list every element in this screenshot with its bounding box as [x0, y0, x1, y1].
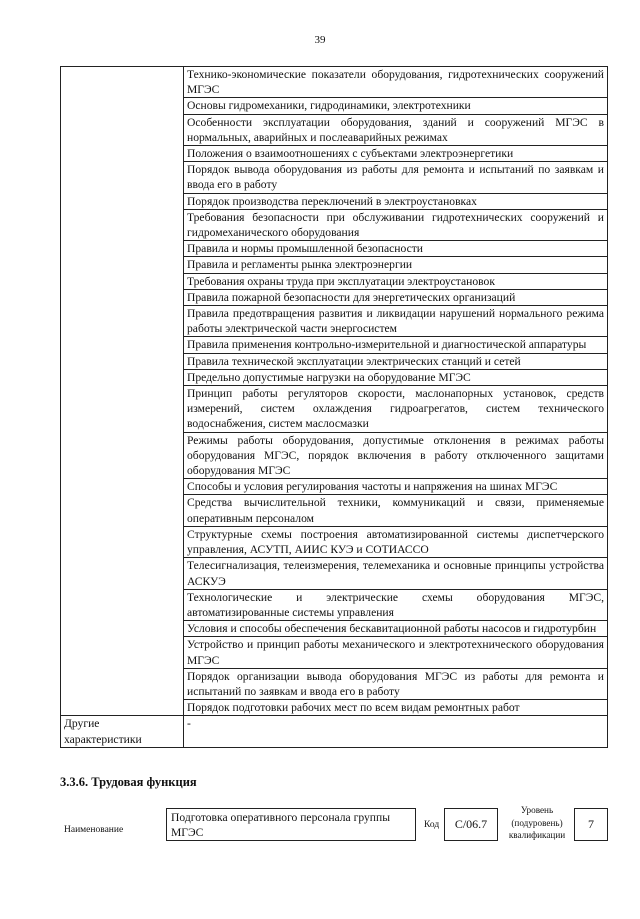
other-characteristics-row [61, 716, 608, 747]
knowledge-row [61, 67, 608, 98]
other-characteristics-label: Другие характеристики [61, 716, 184, 747]
knowledge-item: Устройство и принцип работы механического и электротехнического оборудования МГЭС [184, 637, 608, 668]
knowledge-item: Правила предотвращения развития и ликвидации нарушений нормального режима работы электрической части энергосистем [184, 306, 608, 337]
knowledge-item: Требования охраны труда при эксплуатации электроустановок [184, 273, 608, 289]
knowledge-table [60, 66, 608, 748]
knowledge-item: Правила пожарной безопасности для энергетических организаций [184, 289, 608, 305]
knowledge-item: Технологические и электрические схемы оборудования МГЭС, автоматизированные системы управления [184, 589, 608, 620]
knowledge-item: Правила технической эксплуатации электрических станций и сетей [184, 353, 608, 369]
knowledge-item: Телесигнализация, телеизмерения, телемеханика и основные принципы устройства АСКУЭ [184, 558, 608, 589]
knowledge-item: Технико-экономические показатели оборудования, гидротехнических сооружений МГЭС [184, 67, 608, 98]
knowledge-item: Основы гидромеханики, гидродинамики, электротехники [184, 98, 608, 114]
labor-function-row [60, 805, 608, 858]
section-title: 3.3.6. Трудовая функция [60, 775, 197, 789]
knowledge-item: Порядок производства переключений в электроустановках [184, 193, 608, 209]
qualification-level-value: 7 [574, 808, 608, 841]
knowledge-item: Правила и регламенты рынка электроэнергии [184, 257, 608, 273]
knowledge-item: Структурные схемы построения автоматизированной системы диспетчерского управления, АСУТП, АИИС КУЭ и СОТИАССО [184, 526, 608, 557]
knowledge-item: Требования безопасности при обслуживании гидротехнических сооружений и гидромеханического оборудования [184, 209, 608, 240]
knowledge-item: Условия и способы обеспечения бескавитационной работы насосов и гидротурбин [184, 621, 608, 637]
knowledge-item: Режимы работы оборудования, допустимые отклонения в режимах работы оборудования МГЭС, порядок включения в работу отключенного защитами оборудования МГЭС [184, 432, 608, 479]
knowledge-item: Порядок подготовки рабочих мест по всем видам ремонтных работ [184, 700, 608, 716]
qualification-level-label: Уровень (подуровень) квалификации [508, 805, 566, 840]
knowledge-item: Положения о взаимоотношениях с субъектами электроэнергетики [184, 146, 608, 162]
knowledge-item: Правила и нормы промышленной безопасности [184, 241, 608, 257]
knowledge-item: Предельно допустимые нагрузки на оборудование МГЭС [184, 369, 608, 385]
knowledge-item: Правила применения контрольно-измерительной и диагностической аппаратуры [184, 337, 608, 353]
knowledge-item: Порядок вывода оборудования из работы для ремонта и испытаний по заявкам и ввода его в работу [184, 162, 608, 193]
knowledge-item: Средства вычислительной техники, коммуникаций и связи, применяемые оперативным персоналом [184, 495, 608, 526]
knowledge-item: Особенности эксплуатации оборудования, зданий и сооружений МГЭС в нормальных, аварийных и послеаварийных режимах [184, 114, 608, 145]
knowledge-label-cell [61, 67, 184, 716]
knowledge-item: Порядок организации вывода оборудования МГЭС из работы для ремонта и испытаний по заявкам и ввода его в работу [184, 668, 608, 699]
name-value: Подготовка оперативного персонала группы МГЭС [166, 808, 416, 841]
name-label: Наименование [64, 825, 124, 835]
knowledge-table-body [61, 67, 608, 748]
code-label: Код [424, 820, 440, 830]
other-characteristics-value: - [184, 716, 608, 747]
knowledge-item: Способы и условия регулирования частоты и напряжения на шинах МГЭС [184, 479, 608, 495]
knowledge-item: Принцип работы регуляторов скорости, маслонапорных установок, средств измерений, систем охлаждения гидроагрегатов, систем технического водоснабжения, систем маслосмазки [184, 386, 608, 433]
code-value: C/06.7 [444, 808, 498, 841]
page-number: 39 [314, 34, 326, 46]
